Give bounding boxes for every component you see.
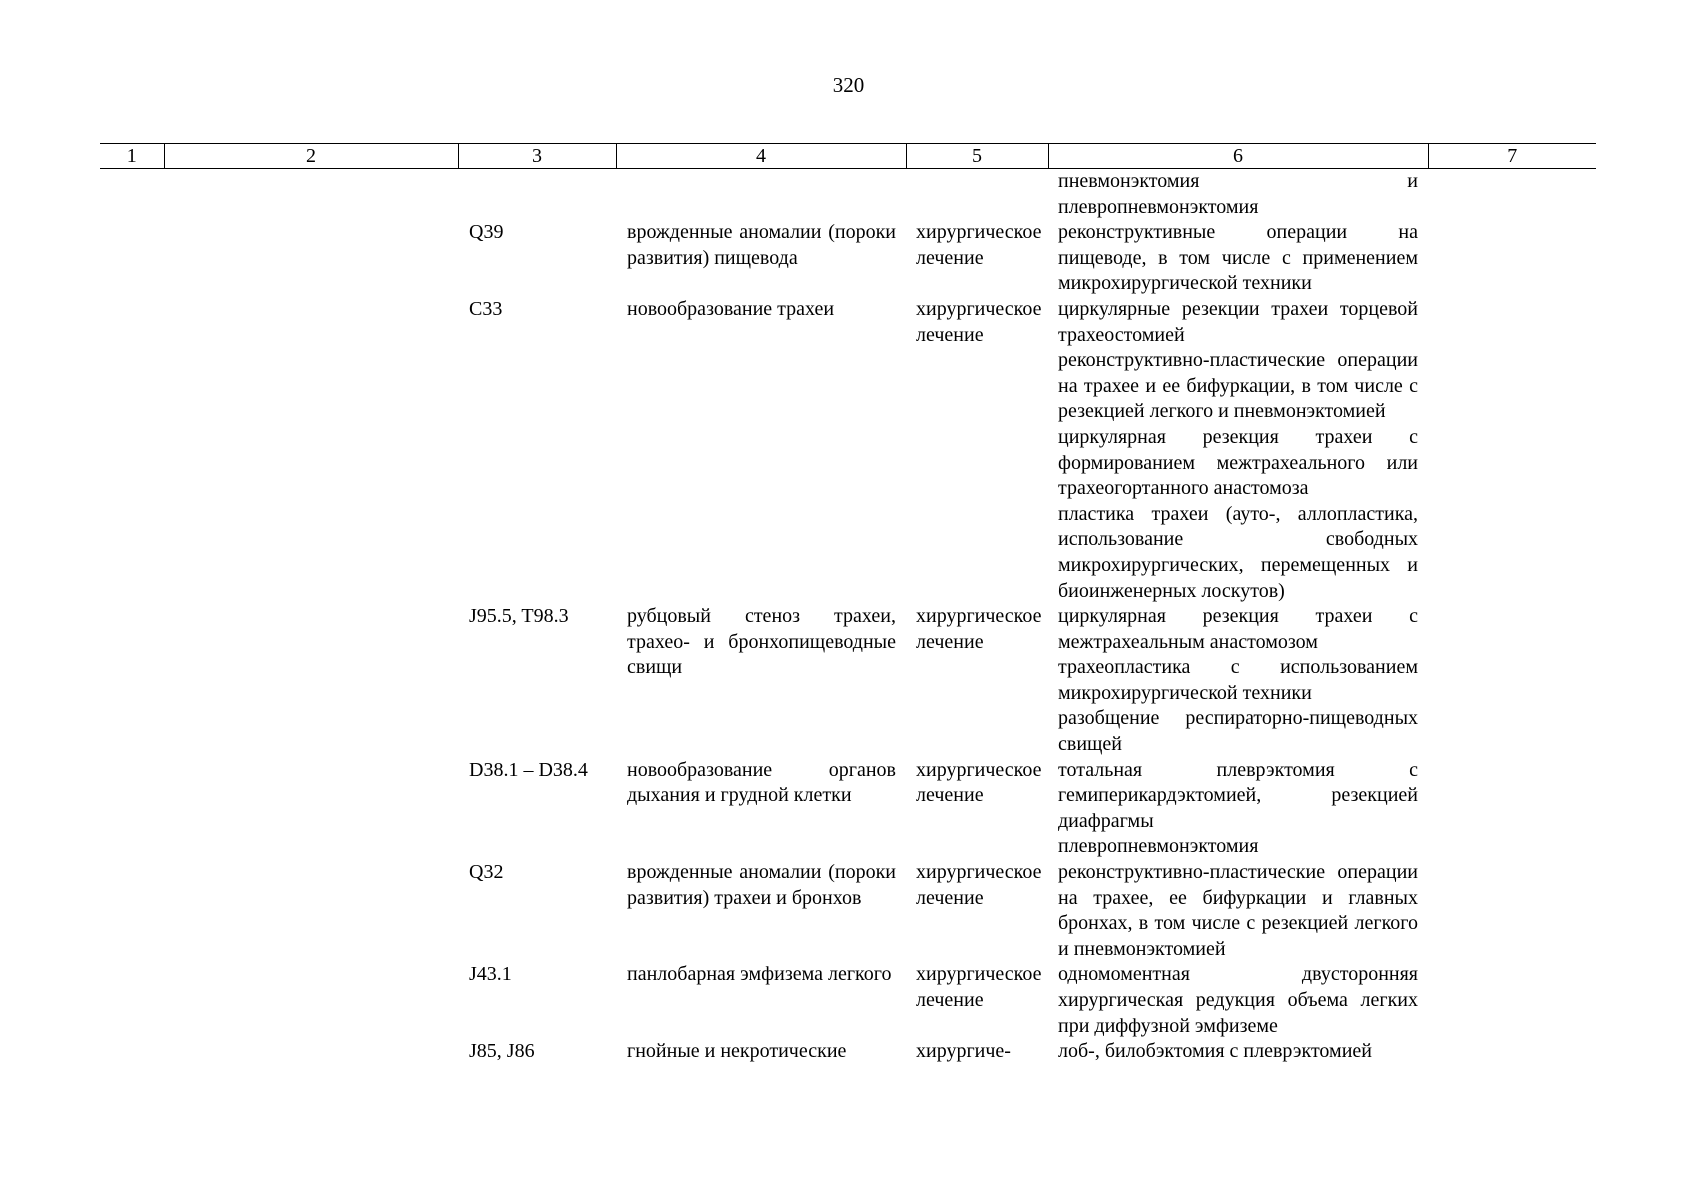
- treatment-methods-cell: [1048, 297, 1428, 604]
- column-header: 2: [164, 144, 458, 169]
- table-row: [100, 604, 1596, 758]
- care-type-cell: [164, 220, 458, 297]
- cost-cell: [1428, 962, 1596, 1039]
- diagnosis-cell: новообразование трахеи: [627, 297, 835, 320]
- table-row: [100, 962, 1596, 1039]
- column-header: 6: [1048, 144, 1428, 169]
- treatment-method: одномоментная двусторонняя хирургическая редукция объема легких при диффузной эмфиземе: [1058, 963, 1418, 1037]
- treatment-method: пластика трахеи (ауто-, аллопластика, использование свободных микрохирургических, перемещенных и биоинженерных лоскутов): [1058, 502, 1418, 602]
- diagnosis-cell: врожденные аномалии (пороки развития) пищевода: [627, 221, 896, 269]
- cost-cell: [1428, 1039, 1596, 1065]
- cost-cell: [1428, 758, 1596, 860]
- cost-cell: [1428, 169, 1596, 221]
- treatment-type-cell: хирургическое лечение: [916, 861, 1042, 909]
- treatment-method: лоб-, билобэктомия с плеврэктомией: [1058, 1040, 1372, 1063]
- treatment-method: реконструктивно-пластические операции на трахее, ее бифуркации и главных бронхах, в том числе с резекцией легкого и пневмонэктомией: [1058, 861, 1418, 960]
- diagnosis-cell: гнойные и некротические: [627, 1040, 847, 1063]
- cost-cell: [1428, 860, 1596, 962]
- care-type-cell: [164, 962, 458, 1039]
- treatment-method: трахеопластика с использованием микрохирургической техники: [1058, 656, 1418, 704]
- diagnosis-cell: рубцовый стеноз трахеи, трахео- и бронхопищеводные свищи: [627, 605, 896, 679]
- icd-code-cell: [458, 169, 616, 221]
- care-type-cell: [164, 860, 458, 962]
- treatment-type-cell: хирургическое лечение: [916, 758, 1042, 807]
- treatment-method: тотальная плеврэктомия с гемиперикардэктомией, резекцией диафрагмы: [1058, 758, 1418, 832]
- table-row: [100, 220, 1596, 297]
- row-number-cell: [100, 860, 164, 962]
- care-type-cell: [164, 604, 458, 758]
- treatment-method: циркулярные резекции трахеи торцевой трахеостомией: [1058, 297, 1418, 346]
- treatment-methods-cell: [1048, 169, 1428, 221]
- row-number-cell: [100, 758, 164, 860]
- table-header-row: [100, 144, 1596, 169]
- treatment-methods-cell: [1048, 962, 1428, 1039]
- treatment-type-cell: хирургическое лечение: [916, 297, 1042, 346]
- treatment-type-cell: [906, 169, 1048, 221]
- cost-cell: [1428, 297, 1596, 604]
- treatment-method: циркулярная резекция трахеи с формированием межтрахеального или трахеогортанного анастомоза: [1058, 425, 1418, 500]
- column-header: 3: [458, 144, 616, 169]
- treatment-type-cell: хирургическое лечение: [916, 963, 1042, 1011]
- cost-cell: [1428, 604, 1596, 758]
- column-header: 4: [616, 144, 906, 169]
- row-number-cell: [100, 962, 164, 1039]
- page-number: 320: [832, 73, 865, 97]
- treatment-methods-cell: [1048, 860, 1428, 962]
- icd-code-cell: J85, J86: [469, 1040, 535, 1063]
- icd-code-cell: D38.1 – D38.4: [469, 758, 588, 781]
- treatment-method: пневмонэктомия и плевропневмонэктомия: [1058, 170, 1418, 218]
- row-number-cell: [100, 220, 164, 297]
- treatment-type-cell: хирургическое лечение: [916, 605, 1042, 653]
- column-header: 5: [906, 144, 1048, 169]
- diagnosis-cell: [616, 169, 906, 221]
- table-row: [100, 758, 1596, 860]
- row-number-cell: [100, 297, 164, 604]
- treatment-methods-cell: [1048, 220, 1428, 297]
- table-row: [100, 169, 1596, 221]
- treatment-type-cell: хирургическое лечение: [916, 221, 1042, 269]
- column-header: 7: [1428, 144, 1596, 169]
- diagnosis-cell: панлобарная эмфизема легкого: [627, 963, 892, 986]
- table-body: [100, 169, 1596, 1065]
- column-header: 1: [100, 144, 164, 169]
- medical-care-table: [100, 143, 1596, 1065]
- row-number-cell: [100, 1039, 164, 1065]
- treatment-methods-cell: [1048, 758, 1428, 860]
- icd-code-cell: J95.5, T98.3: [469, 605, 569, 628]
- treatment-method: реконструктивные операции на пищеводе, в том числе с применением микрохирургической техники: [1058, 221, 1418, 295]
- icd-code-cell: J43.1: [469, 963, 512, 986]
- treatment-method: реконструктивно-пластические операции на трахее и ее бифуркации, в том числе с резекцией легкого и пневмонэктомией: [1058, 349, 1418, 423]
- diagnosis-cell: новообразование органов дыхания и грудной клетки: [627, 758, 896, 807]
- icd-code-cell: Q32: [469, 861, 504, 884]
- treatment-type-cell: хирургиче-: [916, 1040, 1011, 1063]
- row-number-cell: [100, 604, 164, 758]
- care-type-cell: [164, 297, 458, 604]
- row-number-cell: [100, 169, 164, 221]
- treatment-method: циркулярная резекция трахеи с межтрахеальным анастомозом: [1058, 605, 1418, 653]
- treatment-methods-cell: [1048, 1039, 1428, 1065]
- care-type-cell: [164, 169, 458, 221]
- treatment-method: плевропневмонэктомия: [1058, 835, 1259, 858]
- table-row: [100, 297, 1596, 604]
- care-type-cell: [164, 1039, 458, 1065]
- care-type-cell: [164, 758, 458, 860]
- treatment-methods-cell: [1048, 604, 1428, 758]
- cost-cell: [1428, 220, 1596, 297]
- diagnosis-cell: врожденные аномалии (пороки развития) трахеи и бронхов: [627, 861, 896, 909]
- icd-code-cell: Q39: [469, 221, 504, 244]
- treatment-method: разобщение респираторно-пищеводных свищей: [1058, 707, 1418, 756]
- table-row: [100, 1039, 1596, 1065]
- icd-code-cell: C33: [469, 297, 503, 320]
- table-row: [100, 860, 1596, 962]
